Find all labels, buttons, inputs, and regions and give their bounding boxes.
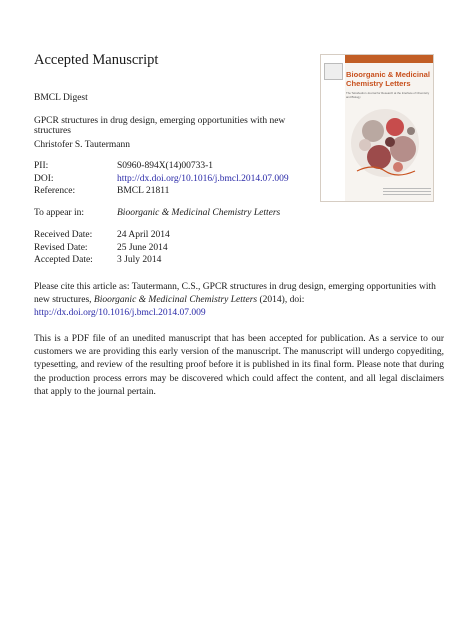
doi-label: DOI: <box>34 173 54 184</box>
appear-block <box>34 207 334 220</box>
pii-row <box>34 160 334 173</box>
identifier-block <box>34 160 334 198</box>
journal-cover <box>320 54 434 202</box>
pii-value: S0960-894X(14)00733-1 <box>117 161 214 171</box>
dates-block <box>34 229 334 267</box>
citation-year: (2014), doi: <box>257 295 305 305</box>
cover-molecule-illustration <box>343 101 433 187</box>
accepted-row <box>34 254 334 267</box>
appear-row <box>34 207 334 220</box>
received-row <box>34 229 334 242</box>
citation-journal: Bioorganic & Medicinal Chemistry Letters <box>93 295 258 305</box>
reference-row <box>34 185 334 198</box>
article-title: GPCR structures in drug design, emerging opportunities with new structures <box>34 116 286 136</box>
citation-paragraph <box>34 281 444 320</box>
reference-label: Reference: <box>34 186 76 197</box>
doi-link[interactable]: http://dx.doi.org/10.1016/j.bmcl.2014.07.009 <box>117 173 289 184</box>
citation-doi-link[interactable]: http://dx.doi.org/10.1016/j.bmcl.2014.07.009 <box>34 308 206 318</box>
page-heading: Accepted Manuscript <box>34 52 159 68</box>
revised-row <box>34 242 334 255</box>
cover-title: Bioorganic & Medicinal Chemistry Letters <box>346 70 430 88</box>
reference-value: BMCL 21811 <box>117 186 170 197</box>
received-value: 24 April 2014 <box>117 230 170 240</box>
citation-intro: Please cite this article as: Tautermann, C.S., GPCR structures in drug design, emerging opportunities with new structures, <box>34 282 436 305</box>
revised-label: Revised Date: <box>34 242 88 253</box>
cover-subtitle: The Tetrahedron Journal for Research at the Interface of Chemistry and Biology <box>346 91 430 99</box>
received-label: Received Date: <box>34 230 93 240</box>
accepted-label: Accepted Date: <box>34 255 93 266</box>
doi-row <box>34 173 334 186</box>
publisher-logo-icon <box>324 63 343 80</box>
article-type: BMCL Digest <box>34 93 88 103</box>
accepted-value: 3 July 2014 <box>117 255 162 266</box>
appear-journal: Bioorganic & Medicinal Chemistry Letters <box>117 208 281 218</box>
manuscript-notice: This is a PDF file of an unedited manuscript that has been accepted for publication. As a service to our customers we are providing this early version of the manuscript. The manuscript will undergo copyediting, typesetting, and review of the resulting proof before it is published in its final form. Please note that during the production process errors may be discovered which could affect the content, and all legal disclaimers that apply to the journal pertain. <box>34 334 444 397</box>
article-author: Christofer S. Tautermann <box>34 140 130 150</box>
appear-label: To appear in: <box>34 208 84 218</box>
cover-color-band <box>345 55 433 63</box>
cover-publisher-footer <box>383 188 431 198</box>
revised-value: 25 June 2014 <box>117 242 168 253</box>
pii-label: PII: <box>34 161 49 171</box>
cover-left-strip <box>321 55 345 201</box>
